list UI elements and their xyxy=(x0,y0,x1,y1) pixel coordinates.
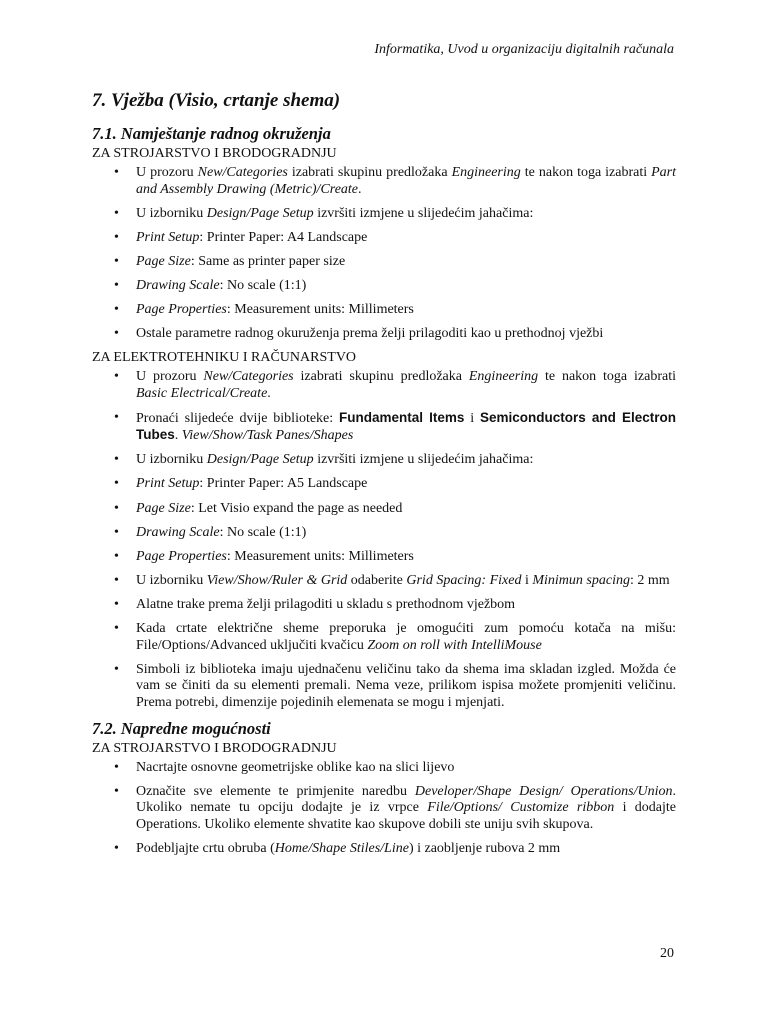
list-item: • U izborniku View/Show/Ruler & Grid odaberite Grid Spacing: Fixed i Minimun spacing: 2 mm xyxy=(136,573,676,590)
subheading-strojarstvo: ZA STROJARSTVO I BRODOGRADNJU xyxy=(92,146,337,161)
list-item: • U izborniku Design/Page Setup izvršiti izmjene u slijedećim jahačima: xyxy=(136,206,676,223)
list-item: • Alatne trake prema želji prilagoditi u skladu s prethodnom vježbom xyxy=(136,597,676,614)
list-item: • Simboli iz biblioteka imaju ujednačenu veličinu tako da shema ima skladan izgled. Možda će vam se činiti da su elementi premali. Nema veze, prilikom ispisa možete promjeniti veličinu. Prema potrebi, dimenzije pojedinih elemenata se mogu i mjenjati. xyxy=(136,662,676,712)
list-item: • Page Size: Let Visio expand the page as needed xyxy=(136,501,676,518)
list-item: • U izborniku Design/Page Setup izvršiti izmjene u slijedećim jahačima: xyxy=(136,452,676,469)
list-item: • Print Setup: Printer Paper: A5 Landscape xyxy=(136,476,676,493)
page-content xyxy=(92,90,676,865)
chapter-title: 7. Vježba (Visio, crtanje shema) xyxy=(92,90,341,111)
list-item: • Označite sve elemente te primjenite naredbu Developer/Shape Design/ Operations/Union. Ukoliko nemate tu opciju dodajte je iz vrpce File/Options/ Customize ribbon i dodajte Operations. Ukoliko elemente shvatite kao skupove dobili ste uniju svih skupova. xyxy=(136,784,676,834)
list-item: • Page Properties: Measurement units: Millimeters xyxy=(136,302,676,319)
list-item: • Pronaći slijedeće dvije biblioteke: Fundamental Items i Semiconductors and Electron Tubes. View/Show/Task Panes/Shapes xyxy=(136,410,676,445)
subheading-elektro: ZA ELEKTROTEHNIKU I RAČUNARSTVO xyxy=(92,350,357,366)
list-elektro-setup xyxy=(92,369,676,711)
list-item: • Page Size: Same as printer paper size xyxy=(136,254,676,271)
list-item: • Nacrtajte osnovne geometrijske oblike kao na slici lijevo xyxy=(136,760,676,777)
list-item: • Drawing Scale: No scale (1:1) xyxy=(136,278,676,295)
list-strojarstvo-setup xyxy=(92,165,676,343)
list-item: • Page Properties: Measurement units: Millimeters xyxy=(136,549,676,566)
section-title-7-2: 7.2. Napredne mogućnosti xyxy=(92,718,271,738)
list-item: • Kada crtate električne sheme preporuka je omogućiti zum pomoću kotača na mišu: File/Options/Advanced uključiti kvačicu Zoom on roll with IntelliMouse xyxy=(136,621,676,654)
list-item: • U prozoru New/Categories izabrati skupinu predložaka Engineering te nakon toga izabrati Part and Assembly Drawing (Metric)/Create. xyxy=(136,165,676,198)
list-item: • Podebljajte crtu obruba (Home/Shape Stiles/Line) i zaobljenje rubova 2 mm xyxy=(136,841,676,858)
subheading-strojarstvo-2: ZA STROJARSTVO I BRODOGRADNJU xyxy=(92,740,337,756)
list-strojarstvo-advanced xyxy=(92,760,676,858)
section-title-7-1: 7.1. Namještanje radnog okruženja xyxy=(92,124,331,143)
page-number: 20 xyxy=(660,946,674,961)
list-item: • Drawing Scale: No scale (1:1) xyxy=(136,525,676,542)
list-item: • U prozoru New/Categories izabrati skupinu predložaka Engineering te nakon toga izabrati Basic Electrical/Create. xyxy=(136,369,676,402)
list-item: • Ostale parametre radnog okuruženja prema želji prilagoditi kao u prethodnoj vježbi xyxy=(136,326,676,343)
running-header: Informatika, Uvod u organizaciju digitalnih računala xyxy=(374,42,674,57)
list-item: • Print Setup: Printer Paper: A4 Landscape xyxy=(136,230,676,247)
